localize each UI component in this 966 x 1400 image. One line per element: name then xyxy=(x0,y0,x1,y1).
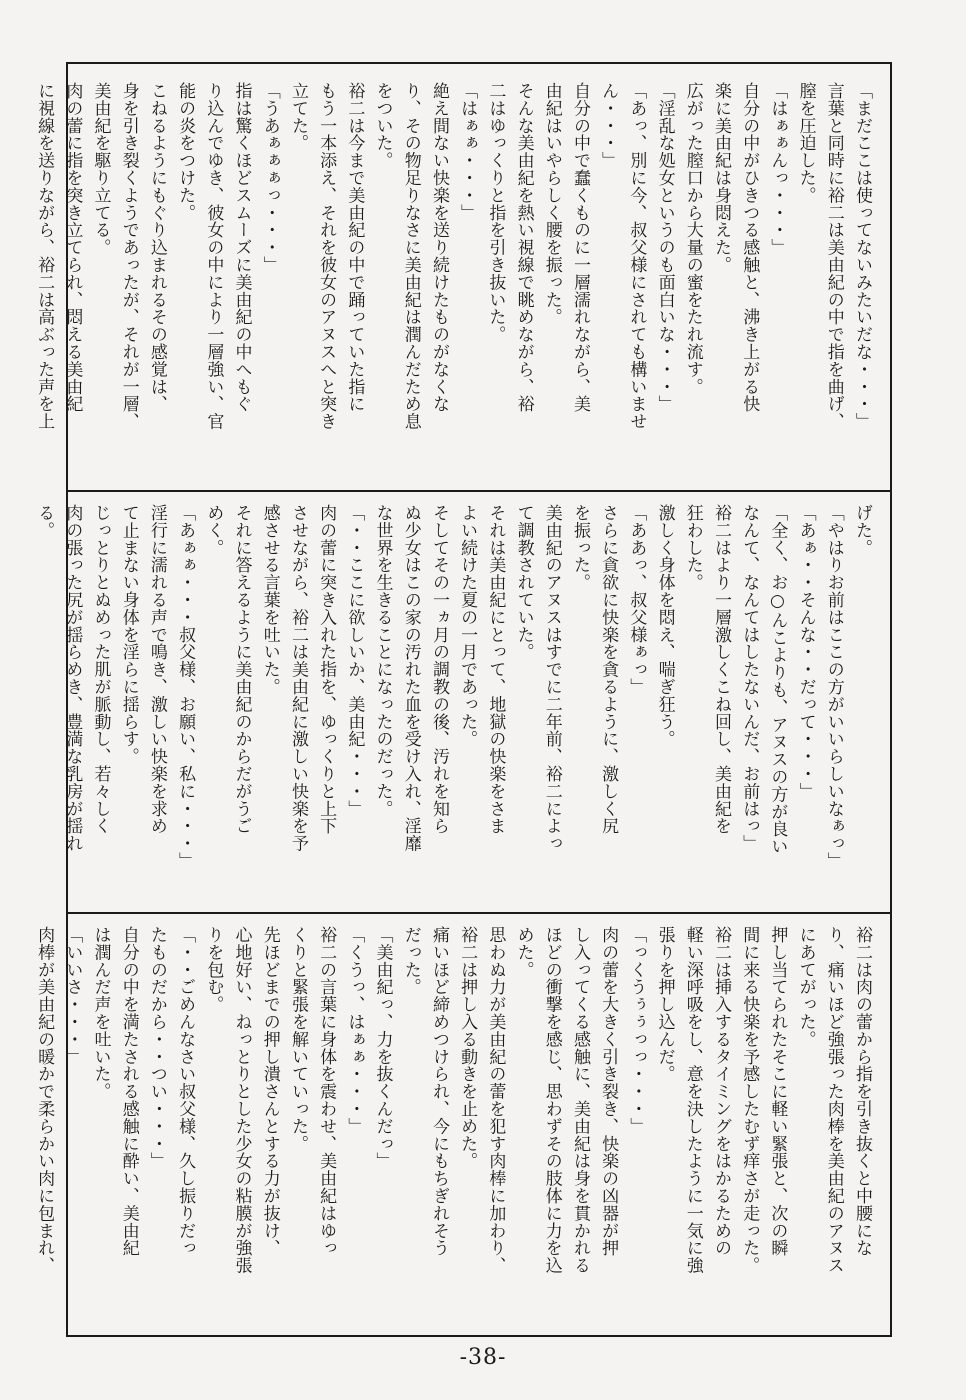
text-line: 裕二の言葉に身体を震わせ、美由紀はゆっ xyxy=(316,926,337,1257)
section-divider xyxy=(68,912,890,914)
text-line: 軽い深呼吸をし、意を決したように一気に強 xyxy=(682,926,703,1274)
text-line: 「ああっ、叔父様ぁっ」 xyxy=(626,504,647,696)
text-line: る。 xyxy=(34,504,55,539)
text-line: 身を引き裂くようであったが、それが一層、 xyxy=(118,82,139,430)
text-line: 「やはりお前はここの方がいいらしいなぁっ」 xyxy=(823,504,844,870)
text-line: 「いいさ・・・」 xyxy=(62,926,83,1066)
text-line: よい続けた夏の一月であった。 xyxy=(457,504,478,748)
section-divider xyxy=(68,490,890,492)
text-line: は潤んだ声を吐いた。 xyxy=(90,926,111,1100)
text-line: そんな美由紀を熱い視線で眺めながら、裕 xyxy=(513,82,534,413)
text-line: をついた。 xyxy=(372,82,393,169)
text-line: さらに貪欲に快楽を貪るように、激しく尻 xyxy=(598,504,619,835)
text-line: ぬ少女はこの家の汚れた血を受け入れ、淫靡 xyxy=(400,504,421,852)
text-line: 自分の中を満たされる感触に酔い、美由紀 xyxy=(118,926,139,1257)
text-line: 裕二は今まで美由紀の中で踊っていた指に xyxy=(344,82,365,413)
text-line: 「あっ、別に今、叔父様にされても構いませ xyxy=(626,82,647,430)
text-line: 「淫乱な処女というのも面白いな・・・」 xyxy=(654,82,675,413)
text-line: じっとりとぬめった肌が脈動し、若々しく xyxy=(90,504,111,835)
text-line: 立てた。 xyxy=(287,82,308,152)
text-line: めた。 xyxy=(513,926,534,979)
text-line: なんて、なんてはしたないんだ、お前はっ」 xyxy=(739,504,760,852)
text-block-1 xyxy=(34,82,876,482)
text-line: 「美由紀っ、力を抜くんだっ」 xyxy=(372,926,393,1170)
text-line: 自分の中がひきつる感触と、沸き上がる快 xyxy=(739,82,760,413)
text-line: 張りを押し込んだ。 xyxy=(654,926,675,1083)
text-line: 激しく身体を悶え、喘ぎ狂う。 xyxy=(654,504,675,748)
text-line: 感させる言葉を吐いた。 xyxy=(259,504,280,696)
text-line: 指は驚くほどスムーズに美由紀の中へもぐ xyxy=(231,82,252,413)
text-line: 押し当てられたそこに軽い緊張と、次の瞬 xyxy=(767,926,788,1257)
text-line: 「くうっ、はぁぁ・・・」 xyxy=(344,926,365,1135)
text-line: 肉の張った尻が揺らめき、豊満な乳房が揺れ xyxy=(62,504,83,852)
text-line: にあてがった。 xyxy=(795,926,816,1048)
text-line: り込んでゆき、彼女の中により一層強い、官 xyxy=(203,82,224,430)
text-line: て止まない身体を淫らに揺らす。 xyxy=(118,504,139,765)
text-line: を振った。 xyxy=(569,504,590,591)
text-block-2 xyxy=(34,504,876,904)
text-line: それに答えるように美由紀のからだがうご xyxy=(231,504,252,835)
text-line: 心地好い、ねっとりとした少女の粘膜が強張 xyxy=(231,926,252,1274)
page-frame xyxy=(34,62,892,1337)
text-line: 「・・ごめんなさい叔父様、久し振りだっ xyxy=(175,926,196,1257)
text-line: 思わぬ力が美由紀の蕾を犯す肉棒に加わり、 xyxy=(485,926,506,1274)
text-line: な世界を生きることになったのだった。 xyxy=(372,504,393,818)
text-line: 狂わした。 xyxy=(682,504,703,591)
text-line: 美由紀を駆り立てる。 xyxy=(90,82,111,256)
text-line: 言葉と同時に裕二は美由紀の中で指を曲げ、 xyxy=(823,82,844,430)
text-line: 肉棒が美由紀の暖かで柔らかい肉に包まれ、 xyxy=(34,926,55,1274)
text-line: 「全く、お○んこよりも、アヌスの方が良い xyxy=(767,504,788,855)
text-line: それは美由紀にとって、地獄の快楽をさま xyxy=(485,504,506,835)
text-line: 「はぁぁ・・・」 xyxy=(457,82,478,222)
text-line: り、その物足りなさに美由紀は潤んだため息 xyxy=(400,82,421,430)
text-line: 裕二は肉の蕾から指を引き抜くと中腰にな xyxy=(852,926,872,1257)
text-line: 膣を圧迫した。 xyxy=(795,82,816,204)
text-line: 由紀はいやらしく腰を振った。 xyxy=(541,82,562,326)
text-line: こねるようにもぐり込まれるその感覚は、 xyxy=(146,82,167,413)
text-line: 「っくうぅぅっっ・・・」 xyxy=(626,926,647,1135)
page-number: -38- xyxy=(459,1345,507,1370)
text-line: りを包む。 xyxy=(203,926,224,1013)
text-line: 絶え間ない快楽を送り続けたものがなくな xyxy=(428,82,449,413)
text-line: 楽に美由紀は身悶えた。 xyxy=(710,82,731,274)
text-line: 「はぁぁんっ・・・」 xyxy=(767,82,788,256)
text-line: に視線を送りながら、裕二は高ぶった声を上 xyxy=(34,82,55,430)
text-line: もう一本添え、それを彼女のアヌスへと突き xyxy=(316,82,337,430)
text-line: 自分の中で蠢くものに一層濡れながら、美 xyxy=(569,82,590,413)
text-line: 淫行に濡れる声で鳴き、激しい快楽を求め xyxy=(146,504,167,835)
text-line: 裕二は挿入するタイミングをはかるための xyxy=(710,926,731,1257)
text-line: 先ほどまでの押し潰さんとする力が抜け、 xyxy=(259,926,280,1257)
text-line: 裕二は押し入る動きを止めた。 xyxy=(457,926,478,1170)
text-line: 肉の蕾に指を突き立てられ、悶える美由紀 xyxy=(62,82,83,413)
text-line: めく。 xyxy=(203,504,224,557)
text-line: そしてその一ヵ月の調教の後、汚れを知ら xyxy=(428,504,449,835)
text-line: 肉の蕾に突き入れた指を、ゆっくりと上下 xyxy=(316,504,337,835)
text-line: 能の炎をつけた。 xyxy=(175,82,196,222)
text-line: 肉の蕾を大きく引き裂き、快楽の凶器が押 xyxy=(598,926,619,1257)
text-line: だった。 xyxy=(400,926,421,996)
text-line: くりと緊張を解いていった。 xyxy=(287,926,308,1153)
text-line: し入ってくる感触に、美由紀は身を貫かれる xyxy=(569,926,590,1274)
text-line: 裕二はより一層激しくこね回し、美由紀を xyxy=(710,504,731,835)
text-line: たものだから・・つい・・・」 xyxy=(146,926,167,1170)
text-line: 「あぁぁ・・・叔父様、お願い、私に・・・」 xyxy=(175,504,196,870)
text-line: ん・・・」 xyxy=(598,82,619,169)
text-line: 二はゆっくりと指を引き抜いた。 xyxy=(485,82,506,343)
text-line: 「あぁ・・そんな・・だって・・・」 xyxy=(795,504,816,800)
text-line: 広がった膣口から大量の蜜をたれ流す。 xyxy=(682,82,703,396)
text-line: させながら、裕二は美由紀に激しい快楽を予 xyxy=(287,504,308,852)
text-line: 「まだここは使ってないみたいだな・・・」 xyxy=(852,82,872,430)
text-line: げた。 xyxy=(852,504,872,557)
text-line: 美由紀のアヌスはすでに二年前、裕二によっ xyxy=(541,504,562,852)
text-line: 「うあぁぁぁっ・・・」 xyxy=(259,82,280,274)
text-line: て調教されていた。 xyxy=(513,504,534,661)
text-line: 間に来る快楽を予感したむず痒さが走った。 xyxy=(739,926,760,1274)
text-line: 痛いほど締めつけられ、今にもちぎれそう xyxy=(428,926,449,1257)
text-line: り、痛いほど強張った肉棒を美由紀のアヌス xyxy=(823,926,844,1274)
text-line: ほどの衝撃を感じ、思わずその肢体に力を込 xyxy=(541,926,562,1274)
text-line: 「・・ここに欲しいか、美由紀・・・」 xyxy=(344,504,365,818)
text-block-3 xyxy=(34,926,876,1326)
